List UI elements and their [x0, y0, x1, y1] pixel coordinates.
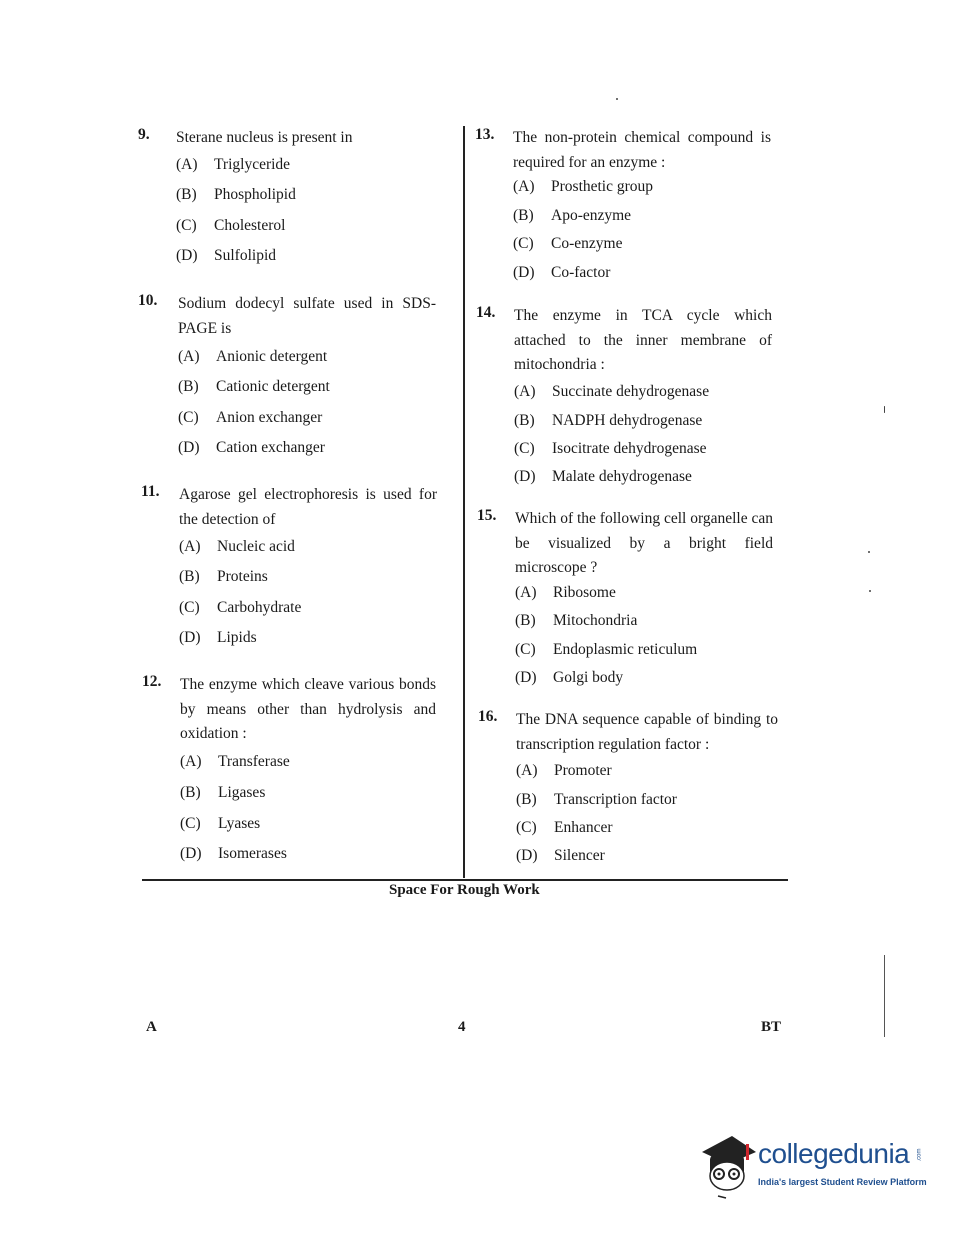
- option-c: [176, 217, 285, 235]
- option-text: Co-enzyme: [551, 235, 623, 252]
- option-c: [180, 815, 260, 833]
- collegedunia-logo: [698, 1130, 928, 1200]
- option-label: (B): [515, 612, 536, 629]
- option-text: Triglyceride: [214, 156, 291, 173]
- option-label: (D): [515, 669, 537, 686]
- option-label: (D): [179, 629, 201, 646]
- scan-edge-line: [884, 955, 885, 1037]
- option-a: [514, 383, 709, 401]
- question-16: [478, 708, 778, 873]
- option-c: [514, 440, 707, 458]
- option-c: [513, 235, 622, 253]
- option-d: [179, 629, 257, 647]
- option-text: Anionic detergent: [216, 348, 328, 365]
- option-c: [179, 599, 301, 617]
- option-text: Lyases: [218, 815, 261, 832]
- option-text: Golgi body: [553, 669, 624, 686]
- option-text: Nucleic acid: [217, 538, 295, 555]
- option-label: (A): [178, 348, 200, 365]
- option-a: [179, 538, 295, 556]
- question-text: Sterane nucleus is present in: [176, 129, 353, 146]
- option-c: [516, 819, 613, 837]
- option-b: [513, 207, 631, 225]
- option-label: (A): [513, 178, 535, 195]
- question-10: [138, 292, 438, 467]
- option-text: Ligases: [218, 784, 266, 801]
- column-divider: [463, 126, 465, 878]
- mascot-icon: [698, 1130, 756, 1200]
- option-b: [178, 378, 330, 396]
- option-text: Endoplasmic reticulum: [553, 641, 698, 658]
- section-rule: [142, 879, 788, 881]
- option-label: (C): [513, 235, 534, 252]
- option-label: (D): [516, 847, 538, 864]
- option-text: Mitochondria: [553, 612, 638, 629]
- question-11: [141, 483, 441, 658]
- option-text: Proteins: [217, 568, 268, 585]
- scan-speck: [884, 406, 885, 413]
- option-b: [180, 784, 265, 802]
- option-label: (C): [516, 819, 537, 836]
- footer-subject-code: BT: [761, 1019, 782, 1035]
- option-b: [179, 568, 268, 586]
- option-label: (D): [176, 247, 198, 264]
- option-text: Sulfolipid: [214, 247, 277, 264]
- option-d: [178, 439, 325, 457]
- question-text: The enzyme in TCA cycle which attached to the inner membrane of mitochondria :: [514, 307, 772, 373]
- option-label: (B): [514, 412, 535, 429]
- scan-speck: [616, 98, 618, 100]
- option-label: (D): [513, 264, 535, 281]
- option-text: Co-factor: [551, 264, 611, 281]
- question-9: [138, 126, 438, 276]
- option-text: Cationic detergent: [216, 378, 330, 395]
- rough-work-label: Space For Rough Work: [389, 882, 540, 898]
- option-text: Transcription factor: [554, 791, 677, 808]
- question-13: [475, 126, 775, 288]
- option-label: (B): [516, 791, 537, 808]
- option-text: Cholesterol: [214, 217, 286, 234]
- option-a: [515, 584, 616, 602]
- question-number: 11.: [141, 483, 160, 500]
- option-a: [513, 178, 653, 196]
- question-14: [476, 304, 776, 496]
- question-number: 14.: [476, 304, 496, 321]
- option-label: (A): [179, 538, 201, 555]
- option-label: (B): [176, 186, 197, 203]
- option-d: [176, 247, 276, 265]
- option-d: [514, 468, 692, 486]
- option-label: (B): [513, 207, 534, 224]
- option-label: (C): [178, 409, 199, 426]
- option-label: (C): [515, 641, 536, 658]
- option-a: [180, 753, 290, 771]
- option-label: (D): [178, 439, 200, 456]
- option-text: Transferase: [218, 753, 290, 770]
- question-text: The enzyme which cleave various bonds by means other than hydrolysis and oxidation :: [180, 676, 436, 742]
- question-text: The non-protein chemical compound is required for an enzyme :: [513, 129, 771, 171]
- option-text: Malate dehydrogenase: [552, 468, 692, 485]
- question-text: Sodium dodecyl sulfate used in SDS-PAGE is: [178, 295, 436, 337]
- option-d: [513, 264, 610, 282]
- option-label: (A): [180, 753, 202, 770]
- logo-tagline: India's largest Student Review Platform: [758, 1177, 927, 1187]
- option-text: Lipids: [217, 629, 257, 646]
- option-d: [516, 847, 605, 865]
- option-b: [516, 791, 677, 809]
- option-text: Silencer: [554, 847, 605, 864]
- question-number: 12.: [142, 673, 162, 690]
- option-label: (C): [514, 440, 535, 457]
- option-text: Prosthetic group: [551, 178, 654, 195]
- question-number: 16.: [478, 708, 498, 725]
- option-text: Succinate dehydrogenase: [552, 383, 710, 400]
- option-c: [178, 409, 322, 427]
- footer-set-code: A: [146, 1019, 157, 1035]
- option-b: [176, 186, 296, 204]
- option-b: [515, 612, 637, 630]
- option-label: (B): [178, 378, 199, 395]
- question-15: [477, 507, 777, 699]
- option-b: [514, 412, 702, 430]
- option-label: (C): [180, 815, 201, 832]
- option-label: (B): [179, 568, 200, 585]
- option-d: [515, 669, 623, 687]
- option-c: [515, 641, 697, 659]
- question-number: 10.: [138, 292, 158, 309]
- option-text: Cation exchanger: [216, 439, 325, 456]
- option-label: (C): [176, 217, 197, 234]
- footer-page-number: 4: [458, 1019, 466, 1035]
- option-text: Enhancer: [554, 819, 613, 836]
- scan-speck: [869, 590, 871, 592]
- option-label: (D): [514, 468, 536, 485]
- option-text: Apo-enzyme: [551, 207, 632, 224]
- option-label: (A): [176, 156, 198, 173]
- option-a: [516, 762, 612, 780]
- option-label: (A): [514, 383, 536, 400]
- scan-speck: [868, 551, 870, 553]
- option-text: Isomerases: [218, 845, 287, 862]
- logo-wordmark: collegedunia: [758, 1138, 910, 1169]
- question-text: Agarose gel electrophoresis is used for the detection of: [179, 486, 437, 528]
- option-text: Promoter: [554, 762, 612, 779]
- option-text: Anion exchanger: [216, 409, 323, 426]
- logo-suffix: .com: [916, 1148, 923, 1162]
- option-text: Isocitrate dehydrogenase: [552, 440, 707, 457]
- option-a: [176, 156, 290, 174]
- question-number: 15.: [477, 507, 497, 524]
- option-label: (A): [515, 584, 537, 601]
- option-d: [180, 845, 287, 863]
- option-text: NADPH dehydrogenase: [552, 412, 703, 429]
- option-label: (D): [180, 845, 202, 862]
- option-text: Phospholipid: [214, 186, 296, 203]
- option-text: Ribosome: [553, 584, 616, 601]
- question-number: 13.: [475, 126, 495, 143]
- option-label: (A): [516, 762, 538, 779]
- question-text: Which of the following cell organelle can be visualized by a bright field microscope ?: [515, 510, 773, 576]
- option-label: (B): [180, 784, 201, 801]
- question-text: The DNA sequence capable of binding to transcription regulation factor :: [516, 711, 778, 753]
- option-label: (C): [179, 599, 200, 616]
- option-a: [178, 348, 327, 366]
- option-text: Carbohydrate: [217, 599, 302, 616]
- question-number: 9.: [138, 126, 150, 143]
- question-12: [142, 673, 442, 873]
